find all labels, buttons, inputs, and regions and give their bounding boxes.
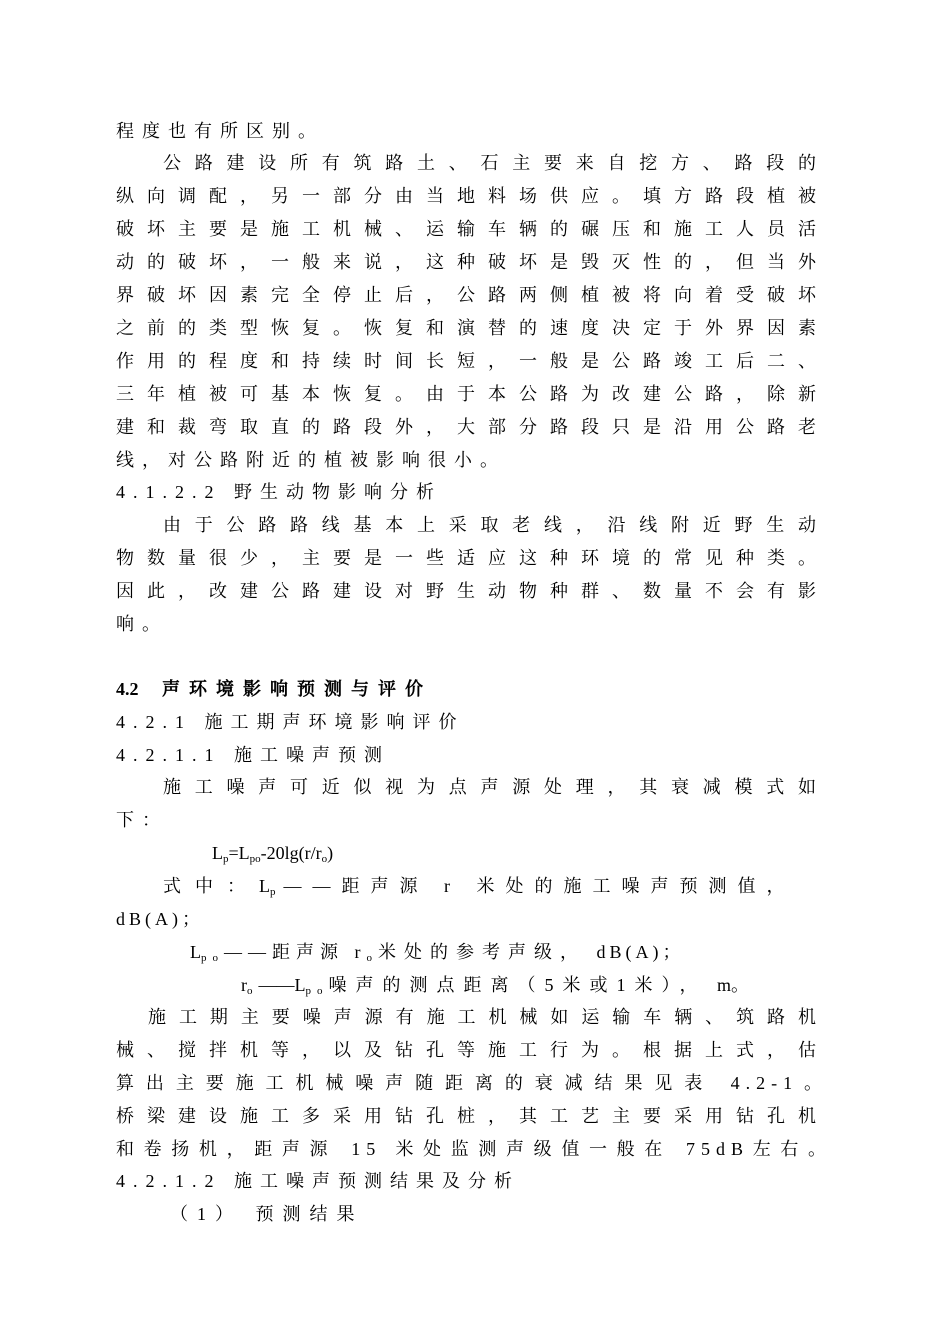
paragraph-line: 物数量很少，主要是一些适应这种环境的常见种类。 bbox=[116, 548, 822, 568]
chapter-number: 4.2 bbox=[116, 679, 139, 699]
paragraph-line: 下： bbox=[116, 810, 168, 830]
chapter-heading bbox=[116, 674, 822, 704]
paragraph-line: 响。 bbox=[116, 614, 168, 634]
section-heading: 4.2.1.1 施工噪声预测 bbox=[116, 745, 390, 765]
paragraph-line: 破坏主要是施工机械、运输车辆的碾压和施工人员活 bbox=[116, 219, 822, 239]
paragraph-line: 桥梁建设施工多采用钻孔桩，其工艺主要采用钻孔机 bbox=[116, 1106, 822, 1126]
formula-legend-lpo: $L_{po}——$距声源 $r_o$米处的参考声级， dB(A)； bbox=[190, 942, 685, 964]
paragraph-line: 动的破坏，一般来说，这种破坏是毁灭性的，但当外 bbox=[116, 252, 822, 272]
paragraph-line: 施工期主要噪声源有施工机械如运输车辆、筑路机 bbox=[148, 1007, 822, 1027]
paragraph-line: 公路建设所有筑路土、石主要来自挖方、路段的 bbox=[163, 153, 822, 173]
paragraph-line: 械、搅拌机等，以及钻孔等施工行为。根据上式，估 bbox=[116, 1040, 822, 1060]
subheading: （1） 预测结果 bbox=[170, 1204, 364, 1224]
formula-legend-lp-unit: dB(A)； bbox=[116, 909, 204, 929]
section-heading: 4.1.2.2 野生动物影响分析 bbox=[116, 482, 442, 502]
paragraph-line: 和卷扬机，距声源 15 米处监测声级值一般在 75dB左右。 bbox=[116, 1139, 832, 1159]
paragraph-line: 界破坏因素完全停止后，公路两侧植被将向着受破坏 bbox=[116, 285, 822, 305]
section-heading: 4.2.1.2 施工噪声预测结果及分析 bbox=[116, 1171, 520, 1191]
paragraph-line: 算出主要施工机械噪声随距离的衰减结果见表 4.2-1。 bbox=[116, 1073, 828, 1093]
paragraph-line: 之前的类型恢复。恢复和演替的速度决定于外界因素 bbox=[116, 318, 822, 338]
noise-formula: $L_p=L_{po}-20\lg(r/r_o)$ bbox=[212, 843, 334, 865]
paragraph-line: 线，对公路附近的植被影响很小。 bbox=[116, 450, 506, 470]
formula-legend-lp: 式中：$L_p——$距声源 r 米处的施工噪声预测值， bbox=[163, 876, 796, 898]
paragraph-line: 施工噪声可近似视为点声源处理，其衰减模式如 bbox=[163, 777, 822, 797]
paragraph-line: 由于公路路线基本上采取老线，沿线附近野生动 bbox=[163, 515, 822, 535]
paragraph-line: 三年植被可基本恢复。由于本公路为改建公路，除新 bbox=[116, 384, 822, 404]
paragraph-line: 建和裁弯取直的路段外，大部分路段只是沿用公路老 bbox=[116, 417, 822, 437]
paragraph-line: 因此，改建公路建设对野生动物种群、数量不会有影 bbox=[116, 581, 822, 601]
chapter-title: 声环境影响预测与评价 bbox=[162, 679, 432, 699]
paragraph-line: 程度也有所区别。 bbox=[116, 121, 324, 141]
section-heading: 4.2.1 施工期声环境影响评价 bbox=[116, 712, 465, 732]
formula-legend-ro: $r_o——L_{po}$噪声的测点距离（5米或1米）， m。 bbox=[241, 975, 750, 997]
paragraph-line: 纵向调配，另一部分由当地料场供应。填方路段植被 bbox=[116, 186, 822, 206]
paragraph-line: 作用的程度和持续时间长短，一般是公路竣工后二、 bbox=[116, 351, 822, 371]
